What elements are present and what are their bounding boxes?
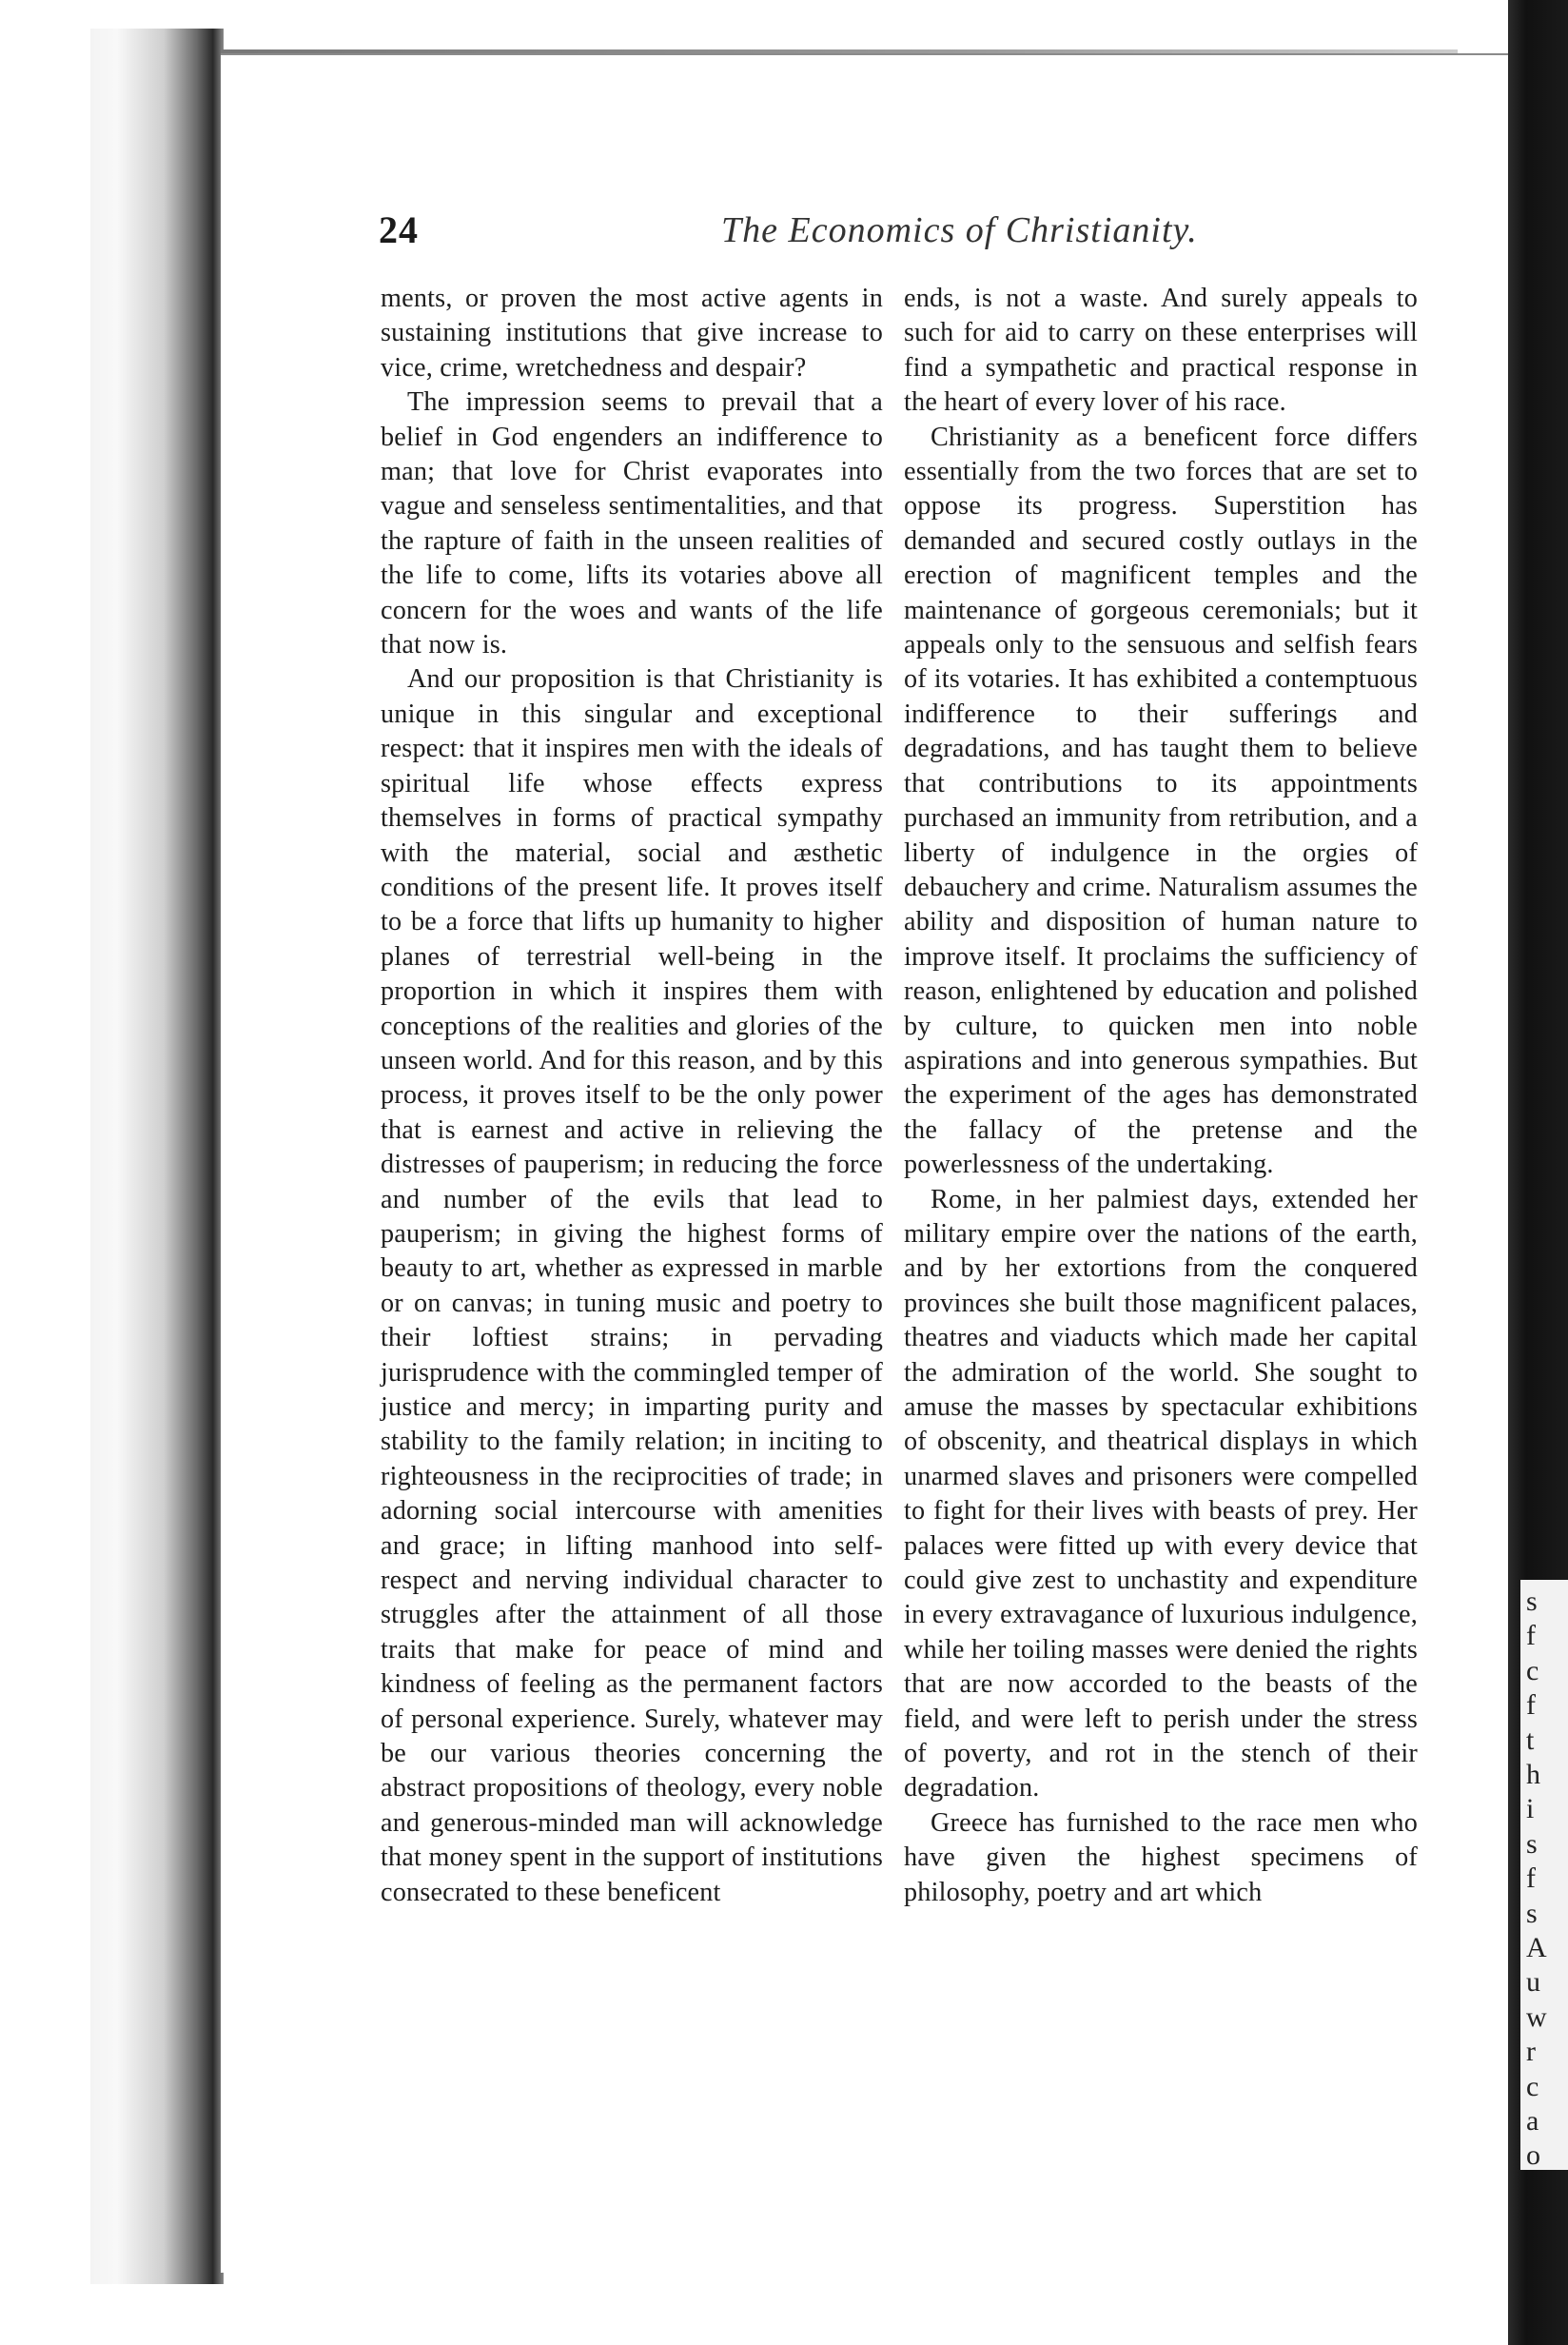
next-page-fragment: s <box>1526 1897 1538 1929</box>
left-text-column <box>381 282 883 1910</box>
next-page-fragment: i <box>1526 1793 1535 1825</box>
scan-margin-left <box>0 0 90 2345</box>
paragraph: And our proposition is that Christianity is unique in this singular and exceptional respect: that it inspires men with the ideals of spiritual life whose effects express themselves in forms of practical sympathy with the material, social and æsthetic conditions of the present life. It proves itself to be a force that lifts up humanity to higher planes of terrestrial well-being in the proportion in which it inspires them with conceptions of the realities and glories of the unseen world. And for this reason, and by this process, it proves itself to be the only power that is earnest and active in relieving the distresses of pauperism; in reducing the force and number of the evils that lead to pauperism; in giving the highest forms of beauty to art, whether as expressed in marble or on canvas; in tuning music and poetry to their loftiest strains; in pervading jurisprudence with the commingled temper of justice and mercy; in imparting purity and stability to the family relation; in inciting to righteousness in the reciprocities of trade; in adorning social intercourse with amenities and grace; in lifting manhood into self-respect and nerving individual character to struggles after the attainment of all those traits that make for peace of mind and kindness of feeling as the permanent factors of personal experience. Surely, whatever may be our various theories concerning the abstract propositions of theology, every noble and generous-minded man will acknowledge that money spent in the support of institutions consecrated to these beneficent <box>381 664 883 1907</box>
next-page-fragment: f <box>1526 1862 1536 1895</box>
book-gutter-shadow <box>90 29 224 2284</box>
next-page-fragment: A <box>1526 1932 1547 1963</box>
paragraph: Rome, in her palmiest days, extended her military empire over the nations of the earth, and by her extortions from the conquered provinces she built those magnificent palaces, theatres and viaducts which made her capital the admiration of the world. She sought to amuse the masses by spectacular exhibitions of obscenity, and theatrical displays in which unarmed slaves and prisoners were compelled to fight for their lives with beasts of prey. Her palaces were fitted up with every device that could give zest to unchastity and expenditure in every extravagance of luxurious indulgence, while her toiling masses were denied the rights that are now accorded to the beasts of the field, and were left to perish under the stress of poverty, and rot in the stench of their degradation. <box>904 1184 1418 1803</box>
next-page-fragment: c <box>1526 1654 1539 1686</box>
next-page-fragment: w <box>1526 2000 1547 2033</box>
right-text-column <box>904 282 1418 1910</box>
next-page-fragment: f <box>1526 1689 1536 1722</box>
next-page-fragment: s <box>1526 1827 1538 1860</box>
next-page-fragment: s <box>1526 1586 1538 1617</box>
next-page-fragment: r <box>1526 2036 1536 2068</box>
next-page-fragment: a <box>1526 2105 1539 2137</box>
next-page-fragment: h <box>1526 1759 1540 1790</box>
next-page-fragment: c <box>1526 2070 1539 2102</box>
next-page-fragment: u <box>1526 1966 1540 1999</box>
running-head <box>379 207 1416 255</box>
book-title-header: The Economics of Christianity. <box>721 210 1198 250</box>
paragraph: ments, or proven the most active agents in sustaining institutions that give increase to vice, crime, wretchedness and despair? <box>381 284 883 383</box>
next-page-fragment: t <box>1526 1724 1535 1756</box>
next-page-fragment: f <box>1526 1620 1536 1652</box>
paragraph: Greece has furnished to the race men who have given the highest specimens of philosophy, poetry and art which <box>904 1807 1418 1907</box>
paragraph: The impression seems to prevail that a belief in God engenders an indifference to man; that love for Christ evaporates into vague and senseless sentimentalities, and that the rapture of faith in the unseen realities of the life to come, lifts its votaries above all concern for the woes and wants of the life that now is. <box>381 387 883 660</box>
page-number: 24 <box>379 208 419 251</box>
next-page-fragment: o <box>1526 2139 1540 2172</box>
paragraph: Christianity as a beneficent force differs essentially from the two forces that are set to oppose its progress. Superstition has demanded and secured costly outlays in the erection of magnificent temples and the maintenance of gorgeous ceremonials; but it appeals only to the sensuous and selfish fears of its votaries. It has exhibited a contemptuous indifference to their sufferings and degradations, and has taught them to believe that contributions to its appointments purchased an immunity from retribution, and a liberty of indulgence in the orgies of debauchery and crime. Naturalism assumes the ability and disposition of human nature to improve itself. It proclaims the sufficiency of reason, enlightened by education and polished by culture, to quicken men into noble aspirations and into generous sympathies. But the experiment of the ages has demonstrated the fallacy of the pretense and the powerlessness of the undertaking. <box>904 422 1418 1180</box>
paragraph: ends, is not a waste. And surely appeals to such for aid to carry on these enterprises will find a sympathetic and practical response in the heart of every lover of his race. <box>904 284 1418 418</box>
